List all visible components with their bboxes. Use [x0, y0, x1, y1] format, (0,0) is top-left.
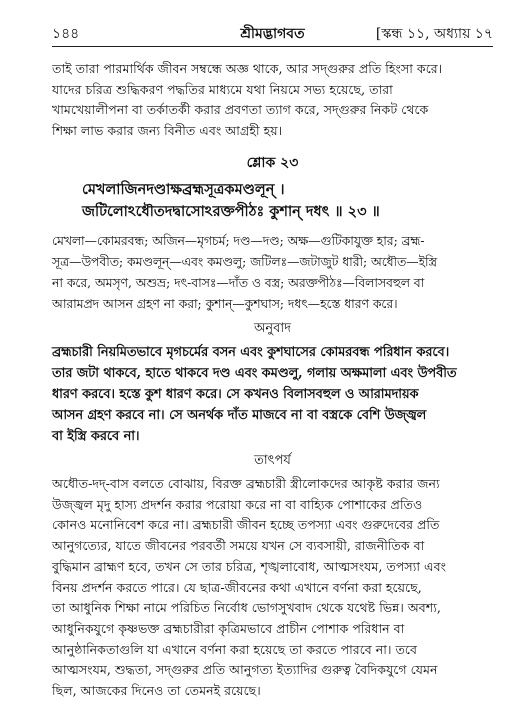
page-header — [52, 22, 493, 44]
verse-heading: শ্লোক ২৩ — [246, 155, 299, 171]
purport-line: তা আধুনিক শিক্ষা নামে পরিচিত নির্বোধ ভোগসুখবাদ থেকে যথেষ্ট ভিন্ন। অবশ্য, — [52, 600, 441, 616]
translation-line: আসন গ্রহণ করবে না। সে অনর্থক দাঁত মাজবে না বা বস্ত্রকে বেশি উজ্জ্বল — [52, 408, 427, 423]
intro-paragraph — [52, 59, 493, 141]
book-title: শ্রীমদ্ভাগবত — [240, 26, 305, 42]
synonym-line: না করে, অমসৃণ, অশুভ্র; দৎ-বাসঃ—দাঁত ও বস্ত্র; অরক্তপীঠঃ—বিলাসবহুল বা — [52, 276, 425, 290]
translation-line: তার জটা থাকবে, হাতে থাকবে দণ্ড এবং কমণ্ডলু, গলায় অক্ষমালা এবং উপবীত — [52, 366, 457, 381]
verse-line: জটিলোঽধৌতদদ্বাসোঽরক্তপীঠঃ কুশান্‌ দধৎ ॥ ২৩ ॥ — [82, 203, 380, 220]
synonym-line: সূত্র—উপবীত; কমণ্ডলূন্‌—এবং কমণ্ডলু; জটিলঃ—জটাজুট ধারী; অধৌত—ইস্ত্রি — [52, 255, 437, 269]
translation-line: ধারণ করবে। হস্তে কুশ ধারণ করে। সে কখনও বিলাসবহুল ও আরামদায়ক — [52, 387, 419, 402]
purport-line: উজ্জ্বল মৃদু হাস্য প্রদর্শন করার পরোয়া করে না বা বাহ্যিক পোশাকের প্রতিও — [52, 496, 423, 512]
sanskrit-verse — [52, 179, 493, 223]
header-rule — [52, 46, 493, 47]
synonym-line: আরামপ্রদ আসন গ্রহণ না করা; কুশান্‌—কুশঘাস; দধৎ—হস্তে ধারণ করে। — [52, 297, 398, 311]
translation-title: অনুবাদ — [254, 321, 291, 336]
synonym-line: মেখলা—কোমরবন্ধ; অজিন—মৃগচর্ম; দণ্ড—দণ্ড; অক্ষ—গুটিকাযুক্ত হার; ব্রহ্ম- — [52, 234, 425, 248]
purport-line: কোনও মনোনিবেশ করে না। ব্রহ্মচারী জীবন হচ্ছে তপস্যা এবং গুরুদেবের প্রতি — [52, 517, 440, 533]
purport-line: বিনয় প্রদর্শন করতে পারে। যে ছাত্র-জীবনের কথা এখানে বর্ণনা করা হয়েছে, — [52, 579, 422, 595]
page-number: ১৪৪ — [52, 26, 80, 42]
intro-line: তাই তারা পারমার্থিক জীবন সম্বন্ধে অজ্ঞ থাকে, আর সদ্‌গুরুর প্রতি হিংসা করে। — [52, 61, 443, 76]
synonyms-block — [52, 231, 493, 315]
intro-line: খামখেয়ালীপনা বা তর্কাতর্কী করার প্রবণতা ত্যাগ করে, সদ্‌গুরুর নিকট থেকে — [52, 102, 429, 117]
intro-line: যাদের চরিত্র শুদ্ধিকরণ পদ্ধতির মাধ্যমে যথা নিয়মে সভ্য হয়েছে, তারা — [52, 81, 393, 97]
chapter-reference: [স্কন্ধ ১১, অধ্যায় ১৭ — [375, 26, 493, 42]
purport-line: আত্মসংযম, শুদ্ধতা, সদ্‌গুরুর প্রতি আনুগত্য ইত্যাদির গুরুত্ব বৈদিকযুগে যেমন — [52, 662, 438, 678]
purport-line: ছিল, আজকের দিনেও তা তেমনই রয়েছে। — [52, 683, 261, 699]
purport-line: অধৌত-দদ্‌-বাস বলতে বোঝায়, বিরক্ত ব্রহ্মচারী স্ত্রীলোকদের আকৃষ্ট করার জন্য — [52, 476, 440, 491]
intro-line: শিক্ষা লাভ করার জন্য বিনীত এবং আগ্রহী হয়। — [52, 122, 283, 138]
purport-title: তাৎপর্য — [254, 453, 291, 468]
translation-block — [52, 342, 493, 447]
purport-block — [52, 474, 493, 702]
translation-line: ব্রহ্মচারী নিয়মিতভাবে মৃগচর্মের বসন এবং কুশঘাসের কোমরবন্ধ পরিধান করবে। — [52, 345, 450, 360]
purport-line: আধুনিকযুগে কৃষ্ণভক্ত ব্রহ্মচারীরা কৃত্রিমভাবে প্রাচীন পোশাক পরিধান বা — [52, 620, 405, 636]
purport-line: আনুগত্যের, যাতে জীবনের পরবর্তী সময়ে যখন সে ব্যবসায়ী, রাজনীতিক বা — [52, 538, 425, 554]
purport-line: আনুষ্ঠানিকতাগুলি যা এখানে বর্ণনা করা হয়েছে তা করতে পারবে না। তবে — [52, 641, 417, 657]
purport-line: বুদ্ধিমান ব্রাহ্মণ হবে, তখন সে তার চরিত্র, শৃঙ্খলাবোধ, আত্মসংযম, তপস্যা এবং — [52, 558, 447, 574]
verse-line: মেখলাজিনদণ্ডাক্ষব্রহ্মসূত্রকমণ্ডলূন্‌ । — [82, 181, 285, 198]
translation-line: বা ইস্ত্রি করবে না। — [52, 429, 140, 444]
